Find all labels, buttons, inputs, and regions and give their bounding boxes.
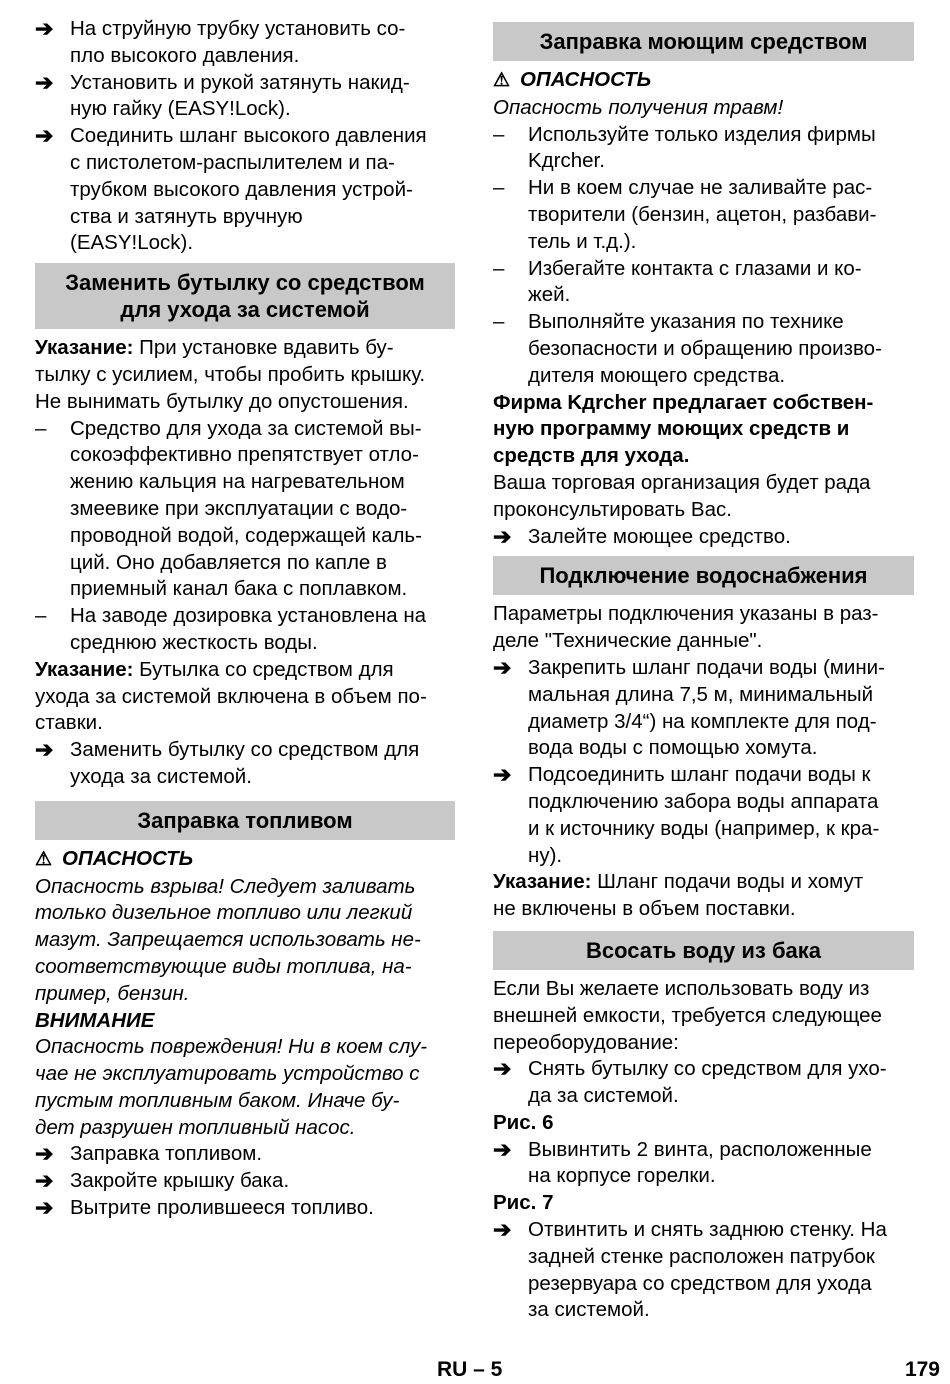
- attention-heading: ВНИМАНИЕ: [35, 1008, 155, 1032]
- danger-text: Опасность взрыва! Следует заливать только дизельное топливо или легкий мазут. Запрещается использовать не- соответствующие виды топлива, на- пример, бензин.: [35, 874, 421, 1005]
- dash-item: [35, 416, 455, 604]
- danger-heading: [35, 846, 455, 874]
- arrow-icon: ➔: [35, 69, 54, 95]
- footer-section-label: RU – 5: [437, 1358, 503, 1381]
- dash-bullet: –: [493, 310, 505, 334]
- dash-text: Средство для ухода за системой вы- сокоэффективно препятствует отло- жению кальция на нагревательном змеевике при эксплуатации с водо- проводной водой, содержащей каль- ций. Оно добавляется по капле в приемный канал бака с поплавком.: [70, 416, 422, 601]
- step-text: Залейте моющее средство.: [528, 524, 791, 548]
- danger-text: Опасность получения травм!: [493, 95, 784, 119]
- figure-ref: Рис. 7: [493, 1191, 554, 1215]
- dash-bullet: –: [35, 416, 47, 440]
- step-text: Закройте крышку бака.: [70, 1169, 290, 1193]
- section-heading-water: Подключение водоснабжения: [493, 556, 914, 595]
- paragraph: Ваша торговая организация будет рада проконсультировать Вас.: [493, 470, 871, 521]
- danger-label: ОПАСНОСТЬ: [62, 846, 194, 870]
- figure-ref: Рис. 6: [493, 1110, 554, 1134]
- section-heading-tank: Всосать воду из бака: [493, 931, 914, 970]
- arrow-icon: ➔: [493, 1056, 512, 1082]
- note-text: Бутылка со средством для ухода за системой включена в объем по- ставки.: [35, 657, 427, 735]
- step-text: Подсоединить шланг подачи воды к подключению забора воды аппарата и к источнику воды (например, к кра- ну).: [528, 763, 880, 867]
- step-item: [35, 737, 455, 791]
- step-text: Закрепить шланг подачи воды (мини- мальная длина 7,5 м, минимальный диаметр 3/4“) на комплекте для под- вода воды с помощью хомута.: [528, 655, 885, 760]
- right-column: [493, 22, 914, 1324]
- dash-text: Избегайте контакта с глазами и ко- жей.: [528, 256, 862, 307]
- step-text: На струйную трубку установить со- пло высокого давления.: [70, 17, 406, 67]
- dash-item: [493, 256, 914, 310]
- step-text: Соединить шланг высокого давления с пистолетом-распылителем и па- трубком высокого давления устрой- ства и затянуть вручную (EASY!Lock).: [70, 124, 427, 255]
- arrow-icon: ➔: [35, 16, 54, 41]
- arrow-icon: ➔: [35, 737, 54, 763]
- paragraph: Если Вы желаете использовать воду из внешней емкости, требуется следующее переоборудование:: [493, 976, 882, 1054]
- step-text: Снять бутылку со средством для ухо- да за системой.: [528, 1057, 887, 1108]
- dash-text: Ни в коем случае не заливайте рас- творители (бензин, ацетон, разбави- тель и т.д.).: [528, 176, 877, 253]
- dash-text: Выполняйте указания по технике безопасности и обращению произво- дителя моющего средства.: [528, 310, 882, 387]
- step-item: [493, 655, 914, 762]
- step-text: Вытрите пролившееся топливо.: [70, 1196, 374, 1220]
- section-heading-bottle: Заменить бутылку со средством для ухода за системой: [35, 263, 455, 329]
- step-item: [35, 123, 455, 257]
- step-item: [493, 762, 914, 869]
- dash-bullet: –: [493, 256, 505, 280]
- arrow-icon: ➔: [35, 1195, 54, 1221]
- arrow-icon: ➔: [493, 654, 512, 680]
- danger-heading: [493, 67, 914, 95]
- arrow-icon: ➔: [35, 1141, 54, 1167]
- dash-bullet: –: [493, 176, 505, 200]
- dash-item: [493, 175, 914, 255]
- dash-text: Используйте только изделия фирмы Kдrcher.: [528, 122, 876, 173]
- page-number: 179: [904, 1358, 940, 1381]
- step-text: Заменить бутылку со средством для ухода за системой.: [70, 738, 420, 788]
- bold-paragraph: Фирма Kдrcher предлагает собствен- ную программу моющих средств и средств для ухода.: [493, 390, 874, 468]
- note-label: Указание:: [35, 336, 134, 360]
- paragraph: Параметры подключения указаны в раз- деле "Технические данные".: [493, 602, 879, 653]
- note-label: Указание:: [35, 657, 134, 681]
- step-item: [493, 1217, 914, 1324]
- step-item: [35, 16, 455, 70]
- danger-label: ОПАСНОСТЬ: [520, 68, 652, 91]
- note-label: Указание:: [493, 870, 592, 894]
- dash-bullet: –: [35, 604, 47, 628]
- step-item: [493, 524, 914, 551]
- note-paragraph: [35, 657, 455, 737]
- step-item: [35, 1195, 455, 1222]
- note-text: При установке вдавить бу- тылку с усилием, чтобы пробить крышку. Не вынимать бутылку до опустошения.: [35, 336, 426, 413]
- attention-text: Опасность повреждения! Ни в коем слу- чае не эксплуатировать устройство с пустым топливным баком. Иначе бу- дет разрушен топливный насос.: [35, 1035, 428, 1139]
- step-item: [35, 70, 455, 124]
- warning-icon: ⚠: [35, 848, 53, 870]
- step-item: [35, 1141, 455, 1168]
- arrow-icon: ➔: [493, 1217, 512, 1243]
- dash-text: На заводе дозировка установлена на среднюю жесткость воды.: [70, 604, 427, 654]
- step-item: [35, 1168, 455, 1195]
- step-text: Отвинтить и снять заднюю стенку. На задней стенке расположен патрубок резервуара со средством для ухода за системой.: [528, 1218, 887, 1322]
- note-text: Шланг подачи воды и хомут не включены в объем поставки.: [493, 870, 864, 921]
- warning-icon: ⚠: [493, 70, 511, 91]
- step-text: Вывинтить 2 винта, расположенные на корпусе горелки.: [528, 1137, 872, 1188]
- arrow-icon: ➔: [35, 123, 54, 149]
- dash-item: [493, 309, 914, 389]
- dash-item: [35, 603, 455, 657]
- arrow-icon: ➔: [493, 1136, 512, 1162]
- section-heading-detergent: Заправка моющим средством: [493, 22, 914, 61]
- arrow-icon: ➔: [493, 762, 512, 788]
- step-item: [493, 1137, 914, 1191]
- arrow-icon: ➔: [35, 1168, 54, 1194]
- dash-item: [493, 122, 914, 176]
- arrow-icon: ➔: [493, 523, 512, 549]
- step-item: [493, 1056, 914, 1110]
- note-paragraph: [35, 335, 455, 415]
- section-heading-fuel: Заправка топливом: [35, 801, 455, 840]
- step-text: Заправка топливом.: [70, 1142, 263, 1166]
- left-column: [35, 16, 455, 1222]
- note-paragraph: [493, 869, 914, 923]
- dash-bullet: –: [493, 122, 505, 146]
- step-text: Установить и рукой затянуть накид- ную гайку (EASY!Lock).: [70, 70, 410, 121]
